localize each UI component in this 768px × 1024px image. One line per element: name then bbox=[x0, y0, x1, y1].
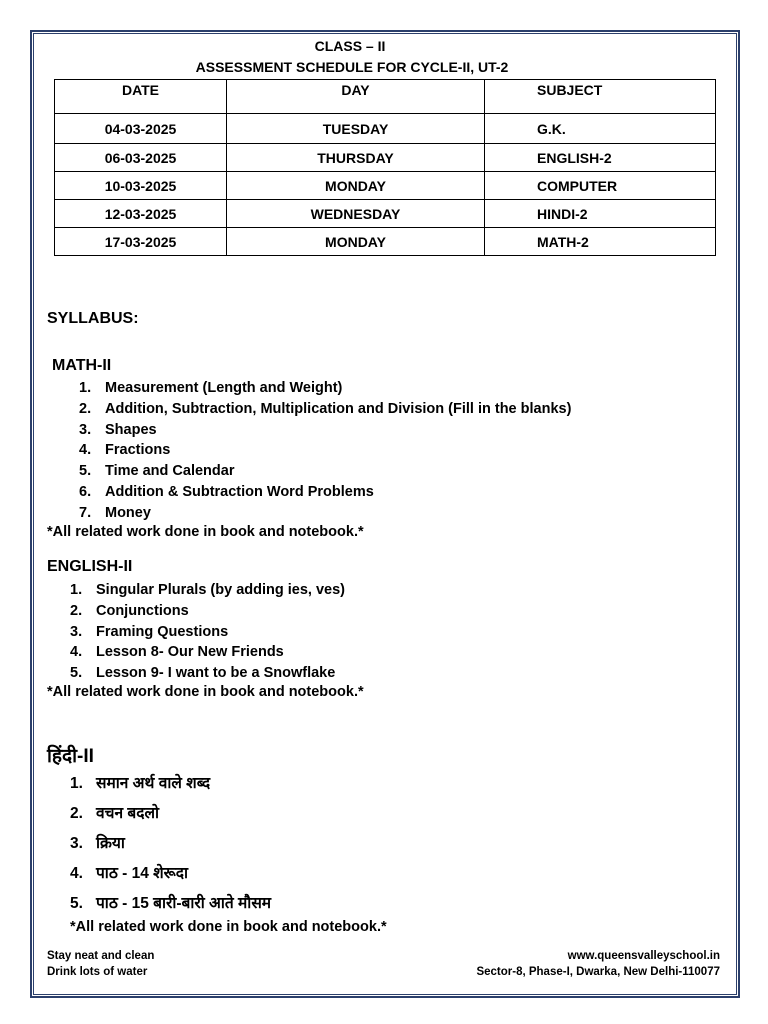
table-row bbox=[55, 200, 716, 228]
date-cell: 10-03-2025 bbox=[55, 172, 227, 200]
table-row bbox=[55, 228, 716, 256]
footer-contact bbox=[476, 948, 720, 980]
list-item: 2. Conjunctions bbox=[70, 602, 189, 619]
schedule-title: ASSESSMENT SCHEDULE FOR CYCLE-II, UT-2 bbox=[195, 59, 509, 75]
list-item: 3. Framing Questions bbox=[70, 623, 229, 640]
day-cell: WEDNESDAY bbox=[227, 200, 485, 228]
day-cell: MONDAY bbox=[227, 172, 485, 200]
english-topic-list bbox=[70, 580, 345, 684]
footer-tip-2: Drink lots of water bbox=[47, 966, 148, 978]
list-item: 4. Fractions bbox=[79, 442, 171, 459]
date-cell: 17-03-2025 bbox=[55, 228, 227, 256]
day-cell: THURSDAY bbox=[227, 144, 485, 172]
list-item: 3. क्रिया bbox=[70, 835, 125, 852]
english-note: *All related work done in book and notebook.* bbox=[47, 684, 364, 700]
list-item: 4. Lesson 8- Our New Friends bbox=[70, 644, 284, 661]
subject-cell: MATH-2 bbox=[485, 228, 716, 256]
list-item: 5. पाठ - 15 बारी-बारी आते मौसम bbox=[70, 895, 272, 912]
subject-cell: HINDI-2 bbox=[485, 200, 716, 228]
list-item: 5. Time and Calendar bbox=[79, 463, 235, 480]
subject-cell: G.K. bbox=[485, 114, 716, 144]
list-item: 6. Addition & Subtraction Word Problems bbox=[79, 483, 374, 500]
syllabus-heading: SYLLABUS: bbox=[47, 310, 139, 327]
date-cell: 06-03-2025 bbox=[55, 144, 227, 172]
day-cell: TUESDAY bbox=[227, 114, 485, 144]
class-heading: CLASS – II bbox=[314, 38, 386, 54]
list-item: 2. Addition, Subtraction, Multiplication and Division (Fill in the blanks) bbox=[79, 400, 572, 417]
list-item: 2. वचन बदलो bbox=[70, 805, 159, 822]
hindi-topic-list bbox=[70, 769, 271, 919]
table-row bbox=[55, 114, 716, 144]
list-item: 5. Lesson 9- I want to be a Snowflake bbox=[70, 665, 336, 682]
footer-tips bbox=[47, 948, 154, 980]
column-header-subject: SUBJECT bbox=[485, 80, 716, 114]
table-header-row bbox=[55, 80, 716, 114]
english-section-title: ENGLISH-II bbox=[47, 558, 133, 575]
math-topic-list bbox=[79, 378, 571, 524]
schedule-table bbox=[54, 79, 716, 256]
list-item: 4. पाठ - 14 शेरूदा bbox=[70, 865, 188, 882]
list-item: 1. Singular Plurals (by adding ies, ves) bbox=[70, 582, 345, 598]
footer-tip-1: Stay neat and clean bbox=[47, 950, 155, 962]
hindi-note: *All related work done in book and notebook.* bbox=[70, 919, 387, 935]
school-website-link[interactable]: www.queensvalleyschool.in bbox=[567, 950, 720, 962]
list-item: 3. Shapes bbox=[79, 421, 157, 438]
table-row bbox=[55, 144, 716, 172]
math-section-title: MATH-II bbox=[52, 357, 112, 374]
day-cell: MONDAY bbox=[227, 228, 485, 256]
list-item: 1. Measurement (Length and Weight) bbox=[79, 380, 343, 396]
table-row bbox=[55, 172, 716, 200]
hindi-section-title: हिंदी-II bbox=[47, 746, 94, 767]
school-address: Sector-8, Phase-I, Dwarka, New Delhi-110077 bbox=[476, 966, 720, 978]
column-header-date: DATE bbox=[55, 80, 227, 114]
subject-cell: COMPUTER bbox=[485, 172, 716, 200]
list-item: 7. Money bbox=[79, 504, 151, 521]
date-cell: 04-03-2025 bbox=[55, 114, 227, 144]
list-item: 1. समान अर्थ वाले शब्द bbox=[70, 775, 211, 792]
column-header-day: DAY bbox=[227, 80, 485, 114]
subject-cell: ENGLISH-2 bbox=[485, 144, 716, 172]
date-cell: 12-03-2025 bbox=[55, 200, 227, 228]
math-note: *All related work done in book and notebook.* bbox=[47, 524, 364, 540]
